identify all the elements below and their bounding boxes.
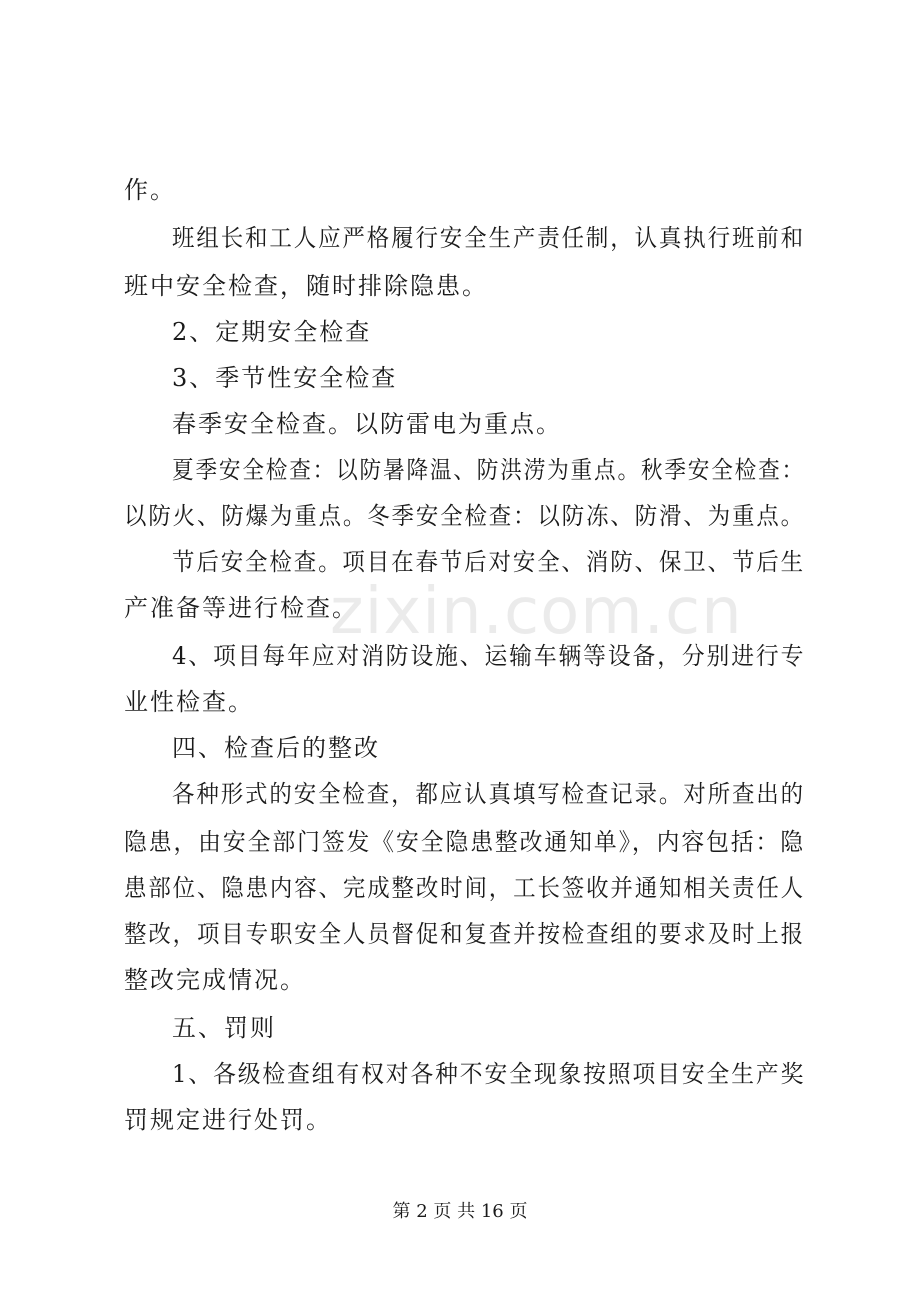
section-heading: 四、检查后的整改 [172,734,380,762]
text-line: 以防火、防爆为重点。冬季安全检查：以防冻、防滑、为重点。 [124,502,805,530]
text-line: 各种形式的安全检查，都应认真填写检查记录。对所查出的 [172,780,806,808]
section-heading: 五、罚则 [172,1014,276,1042]
text-line: 整改，项目专职安全人员督促和复查并按检查组的要求及时上报 [124,920,805,948]
text-line: 作。 [124,176,176,204]
section-heading: 3、季节性安全检查 [172,364,398,392]
text-line: 节后安全检查。项目在春节后对安全、消防、保卫、节后生 [172,548,806,576]
text-line: 整改完成情况。 [124,966,306,994]
text-line: 罚规定进行处罚。 [124,1106,332,1134]
text-line: 隐患，由安全部门签发《安全隐患整改通知单》，内容包括：隐 [124,828,805,856]
text-line: 业性检查。 [124,688,254,716]
text-line: 1、各级检查组有权对各种不安全现象按照项目安全生产奖 [172,1060,806,1088]
text-line: 患部位、隐患内容、完成整改时间，工长签收并通知相关责任人 [124,874,805,902]
text-line: 班中安全检查，随时排除隐患。 [124,272,488,300]
text-line: 夏季安全检查：以防暑降温、防洪涝为重点。秋季安全检查： [172,456,805,484]
page-number-footer: 第 2 页 共 16 页 [392,1201,528,1222]
text-line: 产准备等进行检查。 [124,594,358,622]
section-heading: 2、定期安全检查 [172,318,372,346]
text-line: 班组长和工人应严格履行安全生产责任制，认真执行班前和 [172,224,806,252]
watermark-text: zixin.com.cn [330,575,743,649]
text-line: 4、项目每年应对消防设施、运输车辆等设备，分别进行专 [172,642,806,670]
text-line: 春季安全检查。以防雷电为重点。 [172,410,562,438]
